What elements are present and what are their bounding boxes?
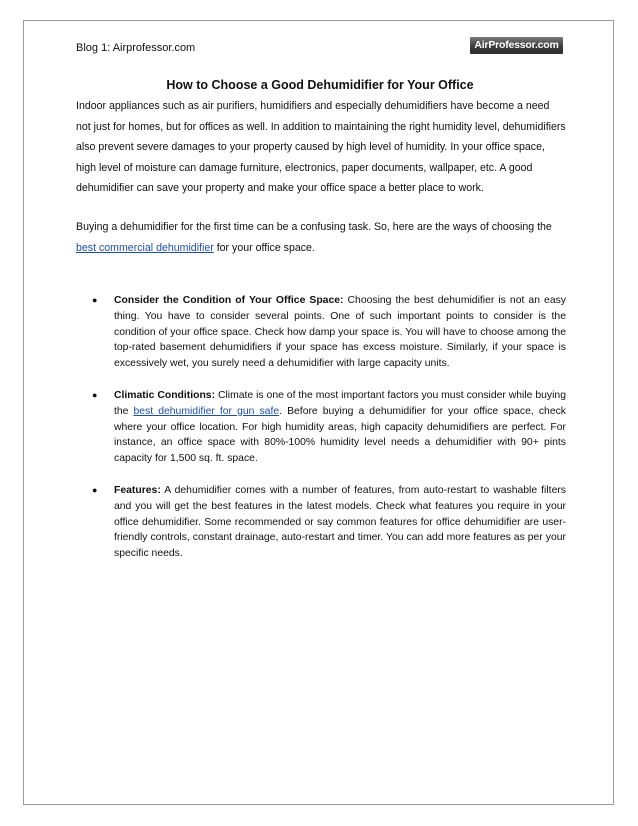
intro-paragraph: Indoor appliances such as air purifiers, humidifiers and especially dehumidifiers have become a need not just for homes, but for offices as well. In addition to maintaining the right humidity level, dehumidifiers also prevent severe damages to your property caused by high level of humidity. In your office space, high level of moisture can damage furniture, electronics, paper documents, wallpaper, etc. A good dehumidifier can save your property and make your office space a better place to work.: [76, 100, 566, 195]
bullet-heading: Consider the Condition of Your Office Space:: [114, 295, 344, 306]
best-commercial-dehumidifier-link[interactable]: best commercial dehumidifier: [76, 241, 214, 254]
document-title: How to Choose a Good Dehumidifier for Your Office: [166, 78, 474, 92]
bullet-icon: ●: [92, 390, 98, 400]
bullet-text: Climate is one of the most important factors you must consider while buying the: [114, 390, 566, 417]
tips-list: [76, 293, 566, 578]
airprofessor-logo: AirProfessor.com: [470, 37, 563, 54]
second-paragraph-end: for your office space.: [213, 241, 315, 254]
second-paragraph: [76, 217, 566, 258]
bullet-heading: Climatic Conditions:: [114, 390, 216, 401]
header-blog-label: Blog 1: Airprofessor.com: [76, 42, 196, 54]
bullet-icon: ●: [92, 485, 98, 495]
bullet-text-end: . Before buying a dehumidifier for your office space, check where your office location. For high humidity areas, high capacity dehumidifiers are perfect. For instance, an office space with 80%-100% humidity level needs a dehumidifier with 90+ pints capacity for 1,500 sq. ft. space.: [114, 405, 566, 465]
list-item: [76, 483, 566, 578]
bullet-heading: Features:: [114, 485, 161, 496]
bullet-text: Choosing the best dehumidifier is not an easy thing. You have to consider several points. One of such important points to consider is the condition of your office space. Check how damp your space is. You will have to choose among the top-rated basement dehumidifiers if your space has excess moisture. Similarly, if your space is excessively wet, you surely need a dehumidifier with large capacity units.: [114, 295, 566, 370]
second-paragraph-text: Buying a dehumidifier for the first time can be a confusing task. So, here are the ways of choosing the: [76, 221, 552, 233]
list-item: [76, 293, 566, 388]
bullet-text: A dehumidifier comes with a number of features, from auto-restart to washable filters and you will get the best features in the latest models. Check what features you require in your office dehumidifier. Some recommended or say common features for office dehumidifier are user-friendly controls, constant drainage, auto-restart and timer. You can add more features as per your specific needs.: [114, 485, 566, 560]
list-item: [76, 388, 566, 483]
best-dehumidifier-for-gun-safe-link[interactable]: best dehumidifier for gun safe: [133, 405, 280, 417]
bullet-icon: ●: [92, 295, 98, 305]
